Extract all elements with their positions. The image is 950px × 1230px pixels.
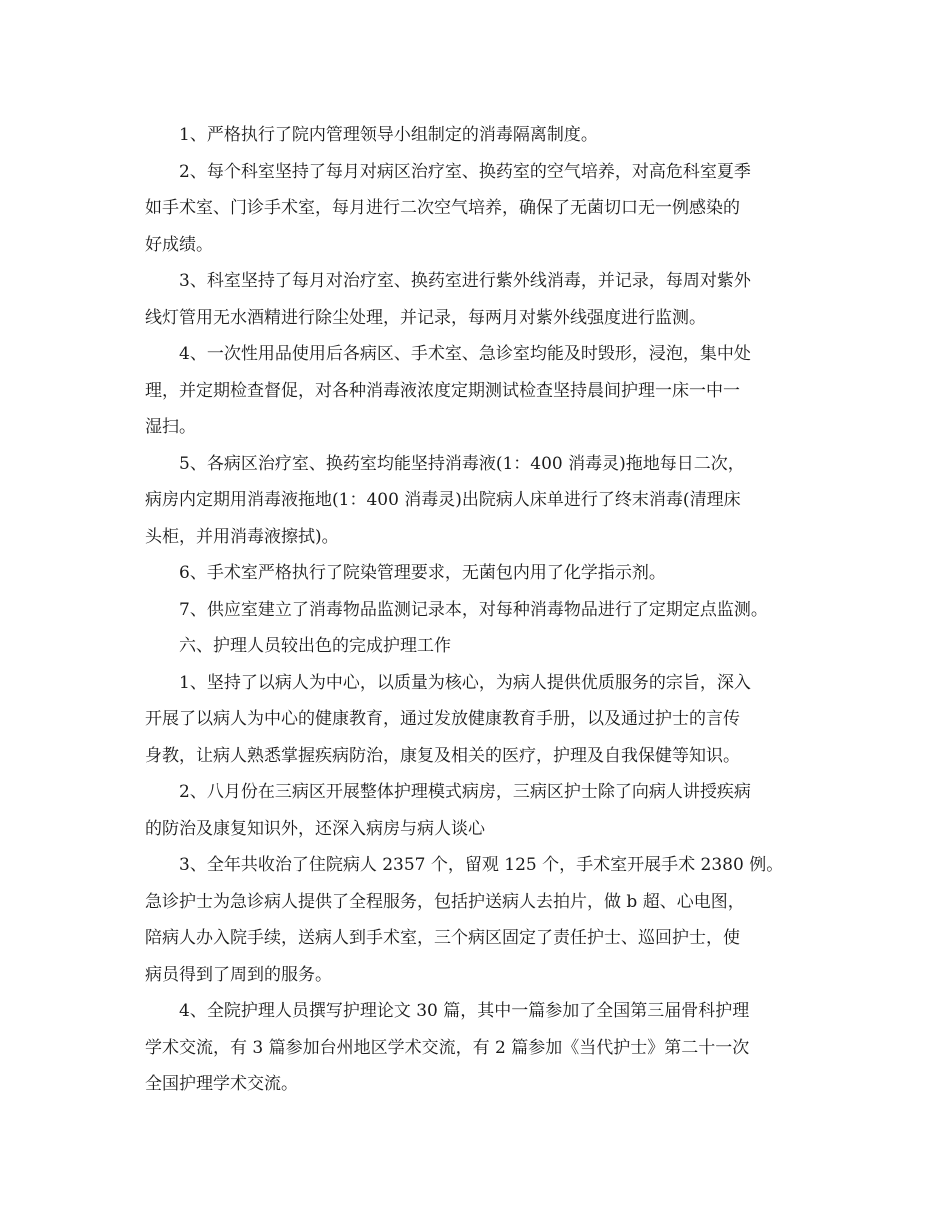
paragraph-line: 2、八月份在三病区开展整体护理模式病房，三病区护士除了向病人讲授疾病 xyxy=(179,782,751,802)
paragraph-line: 4、一次性用品使用后各病区、手术室、急诊室均能及时毁形，浸泡，集中处 xyxy=(179,344,751,364)
paragraph-line: 学术交流，有 3 篇参加台州地区学术交流，有 2 篇参加《当代护士》第二十一次 xyxy=(145,1037,750,1058)
paragraph-line: 如手术室、门诊手术室，每月进行二次空气培养，确保了无菌切口无一例感染的 xyxy=(145,198,740,218)
section-heading: 六、护理人员较出色的完成护理工作 xyxy=(179,636,451,656)
paragraph-line: 头柜，并用消毒液擦拭)。 xyxy=(145,526,339,547)
paragraph-line: 病房内定期用消毒液拖地(1：400 消毒灵)出院病人床单进行了终末消毒(清理床 xyxy=(145,490,741,510)
paragraph-line: 身教，让病人熟悉掌握疾病防治，康复及相关的医疗，护理及自我保健等知识。 xyxy=(145,745,740,766)
paragraph-line: 1、严格执行了院内管理领导小组制定的消毒隔离制度。 xyxy=(179,125,598,145)
paragraph-line: 1、坚持了以病人为中心，以质量为核心，为病人提供优质服务的宗旨，深入 xyxy=(179,672,751,693)
paragraph-line: 开展了以病人为中心的健康教育，通过发放健康教育手册，以及通过护士的言传 xyxy=(145,709,740,729)
document-body xyxy=(145,117,835,1103)
paragraph-line: 3、科室坚持了每月对治疗室、换药室进行紫外线消毒，并记录，每周对紫外 xyxy=(179,271,751,291)
paragraph-line: 6、手术室严格执行了院染管理要求，无菌包内用了化学指示剂。 xyxy=(179,563,666,583)
paragraph-line: 病员得到了周到的服务。 xyxy=(145,964,332,985)
paragraph-line: 2、每个科室坚持了每月对病区治疗室、换药室的空气培养，对高危科室夏季 xyxy=(179,161,751,182)
paragraph-line: 急诊护士为急诊病人提供了全程服务，包括护送病人去拍片，做 b 超、心电图， xyxy=(145,891,745,912)
paragraph-line: 全国护理学术交流。 xyxy=(145,1074,298,1094)
paragraph-line: 3、全年共收治了住院病人 2357 个，留观 125 个，手术室开展手术 2380 例。 xyxy=(179,855,784,875)
paragraph-line: 4、全院护理人员撰写护理论文 30 篇，其中一篇参加了全国第三届骨科护理 xyxy=(179,1001,750,1021)
paragraph-line: 的防治及康复知识外，还深入病房与病人谈心 xyxy=(145,818,485,839)
paragraph-line: 7、供应室建立了消毒物品监测记录本，对每种消毒物品进行了定期定点监测。 xyxy=(179,599,768,620)
paragraph-line: 好成绩。 xyxy=(145,234,213,255)
paragraph-line: 陪病人办入院手续，送病人到手术室，三个病区固定了责任护士、巡回护士，使 xyxy=(145,928,740,948)
paragraph-line: 线灯管用无水酒精进行除尘处理，并记录，每两月对紫外线强度进行监测。 xyxy=(145,307,706,328)
paragraph-line: 5、各病区治疗室、换药室均能坚持消毒液(1：400 消毒灵)拖地每日二次， xyxy=(179,453,745,474)
paragraph-line: 理，并定期检查督促，对各种消毒液浓度定期测试检查坚持晨间护理一床一中一 xyxy=(145,380,740,401)
paragraph-line: 湿扫。 xyxy=(145,417,196,437)
